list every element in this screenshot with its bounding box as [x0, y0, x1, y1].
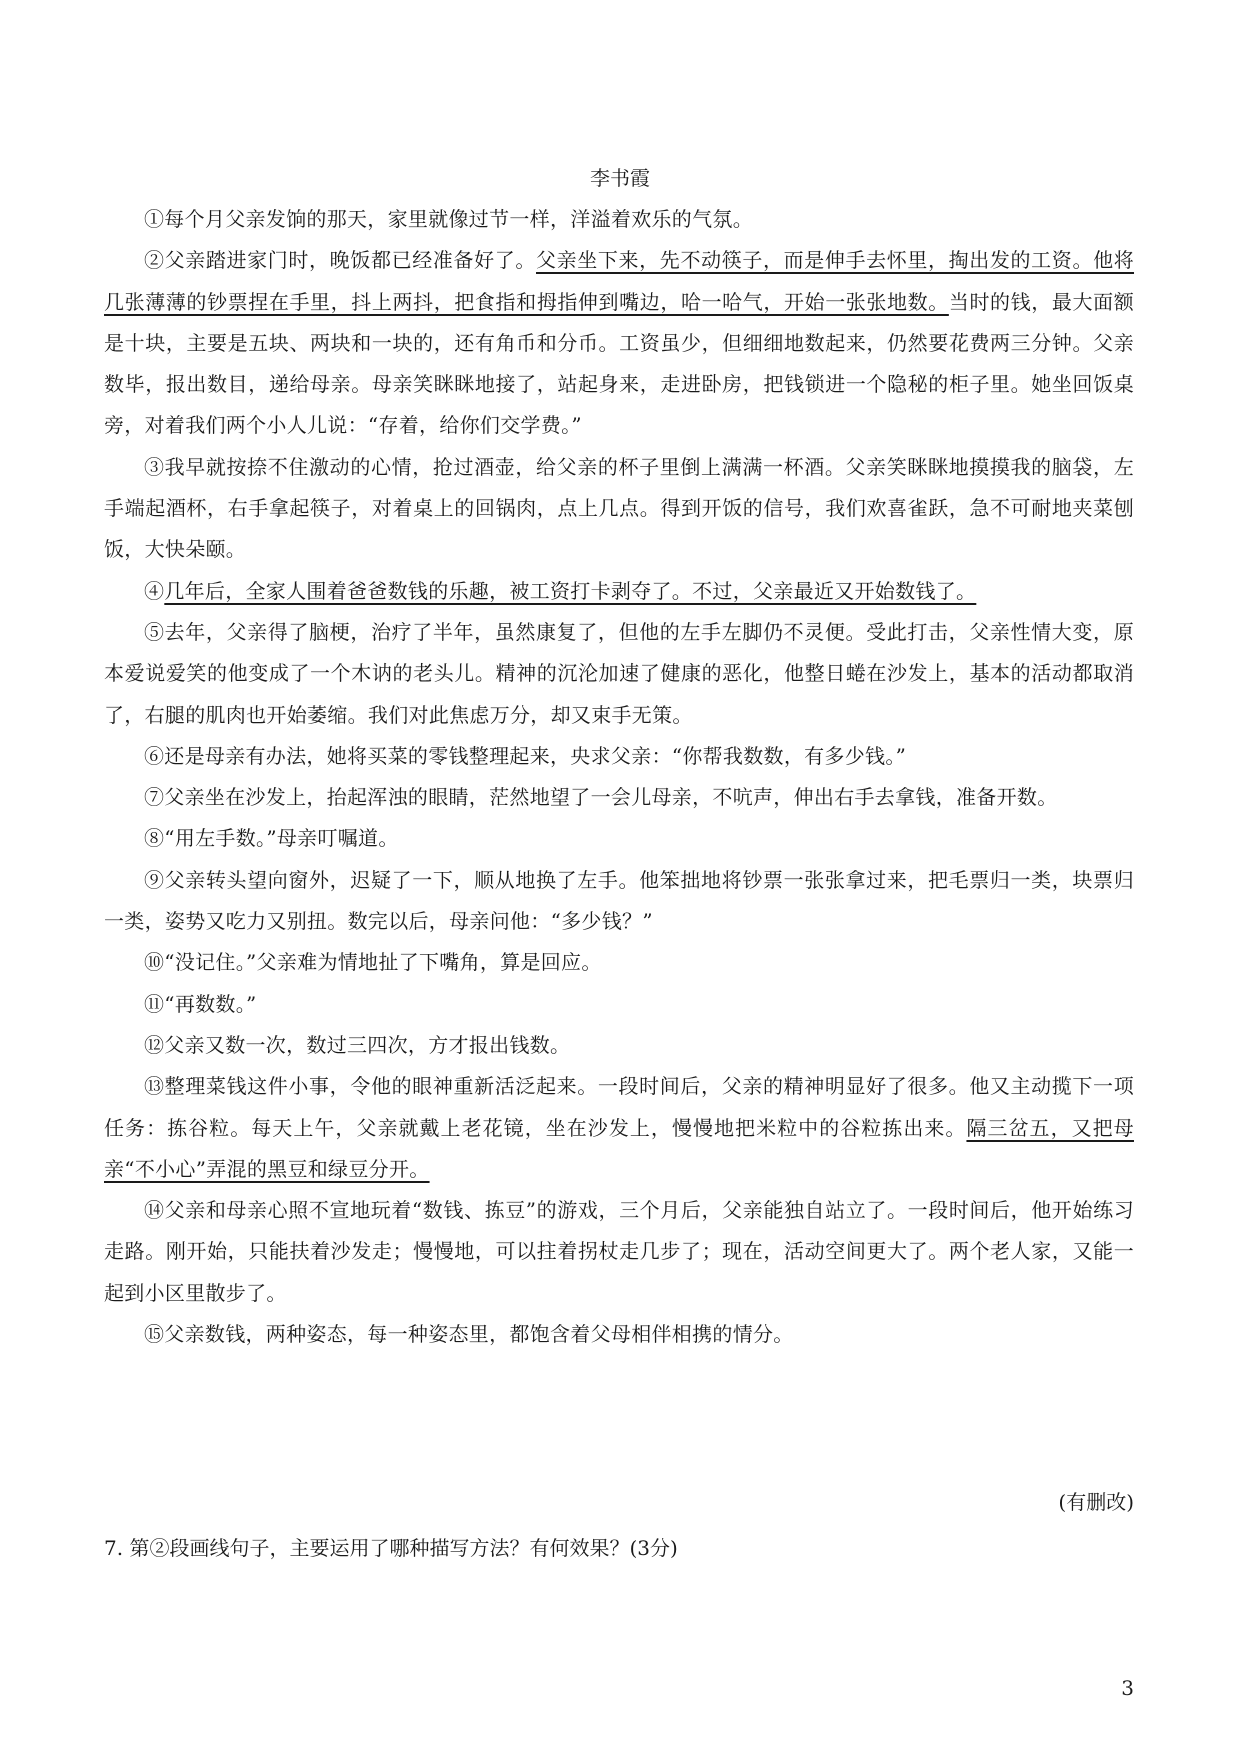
underlined-sentence: 父亲坐下来，先不动筷子，而是伸手去怀里，掏出发的工资。他将几张薄薄的钞票捏在手里，抖上两抖，把食指和拇指伸到嘴边，哈一哈气，开始一张张地数。 [104, 248, 1135, 314]
paragraph-13: ⑬整理菜钱这件小事，令他的眼神重新活泛起来。一段时间后，父亲的精神明显好了很多。他又主动揽下一项任务：拣谷粒。每天上午，父亲就戴上老花镜，坐在沙发上，慢慢地把米粒中的谷粒拣出来。隔三岔五，又把母亲“不小心”弄混的黑豆和绿豆分开。 [104, 1074, 1134, 1181]
question-7: 7. 第②段画线句子，主要运用了哪种描写方法？有何效果？(3分) [104, 1536, 678, 1560]
paragraph-9: ⑨父亲转头望向窗外，迟疑了一下，顺从地换了左手。他笨拙地将钞票一张张拿过来，把毛票归一类，块票归一类，姿势又吃力又别扭。数完以后，母亲问他：“多少钱？” [104, 867, 1134, 934]
paragraph-10: ⑩“没记住。”父亲难为情地扯了下嘴角，算是回应。 [144, 950, 602, 975]
paragraph-3: ③我早就按捺不住激动的心情，抢过酒壶，给父亲的杯子里倒上满满一杯酒。父亲笑眯眯地摸摸我的脑袋，左手端起酒杯，右手拿起筷子，对着桌上的回锅肉，点上几点。得到开饭的信号，我们欢喜雀跃，急不可耐地夹菜刨饭，大快朵颐。 [104, 454, 1134, 562]
underlined-sentence: 隔三岔五，又把母亲“不小心”弄混的黑豆和绿豆分开。 [104, 1115, 1134, 1181]
paragraph-8: ⑧“用左手数。”母亲叮嘱道。 [144, 826, 399, 851]
paragraph-6: ⑥还是母亲有办法，她将买菜的零钱整理起来，央求父亲：“你帮我数数，有多少钱。” [144, 743, 907, 768]
underlined-sentence: 几年后，全家人围着爸爸数钱的乐趣，被工资打卡剥夺了。不过，父亲最近又开始数钱了。 [164, 578, 977, 603]
paragraph-4: ④几年后，全家人围着爸爸数钱的乐趣，被工资打卡剥夺了。不过，父亲最近又开始数钱了。 [144, 578, 977, 603]
paragraph-14: ⑭父亲和母亲心照不宣地玩着“数钱、拣豆”的游戏，三个月后，父亲能独自站立了。一段时间后，他开始练习走路。刚开始，只能扶着沙发走；慢慢地，可以拄着拐杖走几步了；现在，活动空间更大了。两个老人家，又能一起到小区里散步了。 [104, 1198, 1134, 1305]
paragraph-5: ⑤去年，父亲得了脑梗，治疗了半年，虽然康复了，但他的左手左脚仍不灵便。受此打击，父亲性情大变，原本爱说爱笑的他变成了一个木讷的老头儿。精神的沉沦加速了健康的恶化，他整日蜷在沙发上，基本的活动都取消了，右腿的肌肉也开始萎缩。我们对此焦虑万分，却又束手无策。 [104, 619, 1134, 727]
paragraph-12: ⑫父亲又数一次，数过三四次，方才报出钱数。 [144, 1032, 571, 1057]
paragraph-15: ⑮父亲数钱，两种姿态，每一种姿态里，都饱含着父母相伴相携的情分。 [144, 1322, 794, 1347]
paragraph-2: ②父亲踏进家门时，晚饭都已经准备好了。父亲坐下来，先不动筷子，而是伸手去怀里，掏出发的工资。他将几张薄薄的钞票捏在手里，抖上两抖，把食指和拇指伸到嘴边，哈一哈气，开始一张张地数。当时的钱，最大面额是十块，主要是五块、两块和一块的，还有角币和分币。工资虽少，但细细地数起来，仍然要花费两三分钟。父亲数毕，报出数目，递给母亲。母亲笑眯眯地接了，站起身来，走进卧房，把钱锁进一个隐秘的柜子里。她坐回饭桌旁，对着我们两个小人儿说：“存着，给你们交学费。” [104, 248, 1135, 438]
article-body [104, 199, 1134, 1355]
page-number: 3 [1121, 1676, 1134, 1700]
paragraph-11: ⑪“再数数。” [144, 991, 257, 1016]
edit-note: (有删改) [1058, 1490, 1134, 1514]
paragraph-7: ⑦父亲坐在沙发上，抬起浑浊的眼睛，茫然地望了一会儿母亲，不吭声，伸出右手去拿钱，准备开数。 [144, 785, 1058, 810]
paragraph-1: ①每个月父亲发饷的那天，家里就像过节一样，洋溢着欢乐的气氛。 [144, 207, 753, 231]
author-name: 李书霞 [590, 166, 650, 190]
